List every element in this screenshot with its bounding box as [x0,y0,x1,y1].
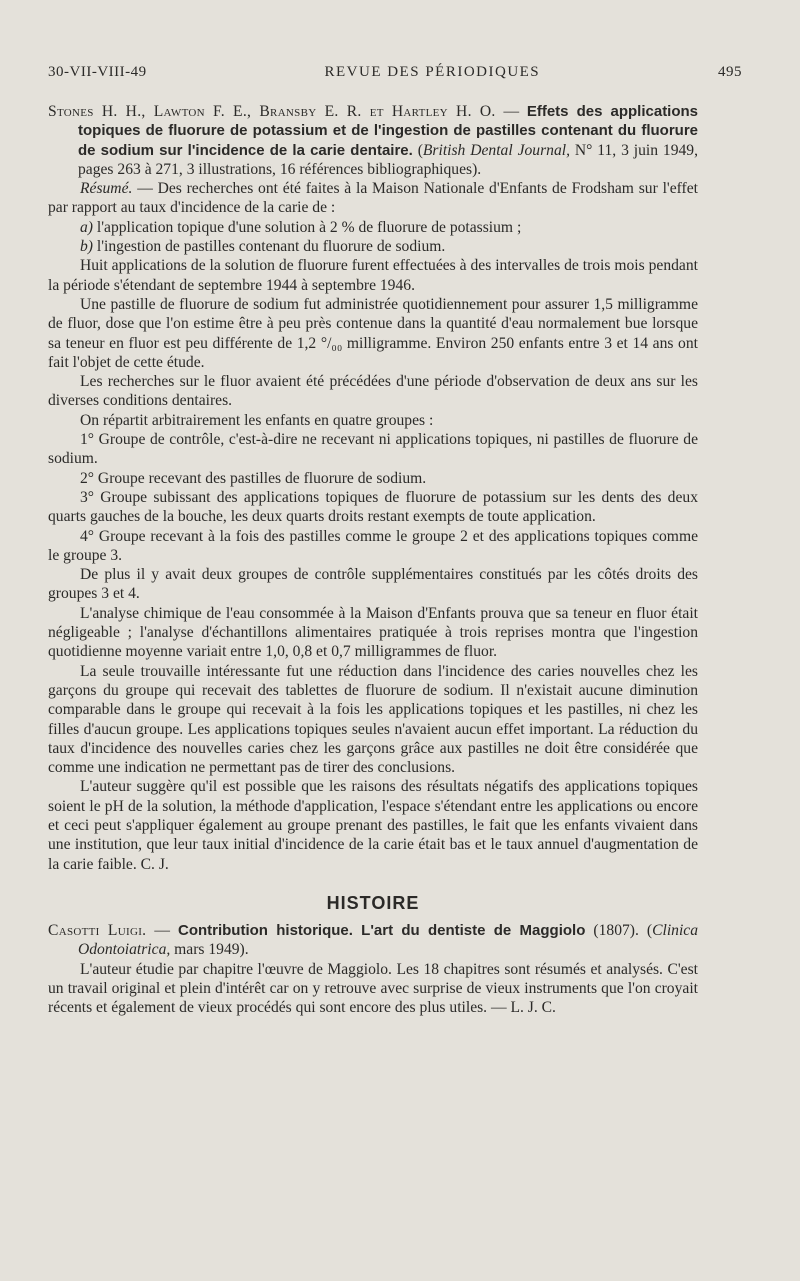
list-label-b: b) [80,238,93,256]
list-label-a: a) [80,218,93,236]
section-title: HISTOIRE [326,892,420,913]
group-item: 4° Groupe recevant à la fois des pastilles comme le groupe 2 et des applications topiques comme le groupe 3. [48,527,698,564]
entry-2-year: (1807). ( [585,922,653,940]
list-text-b: l'ingestion de pastilles contenant du fluorure de sodium. [93,238,446,256]
group-item: 1° Groupe de contrôle, c'est-à-dire ne recevant ni applications topiques, ni pastilles de fluorure de sodium. [48,431,698,468]
entry-2-title: Contribution historique. L'art du dentiste de Maggiolo [177,922,586,940]
body-text [48,102,698,1018]
entry-2-heading [48,921,698,960]
running-header [48,64,742,81]
paragraph: L'auteur étudie par chapitre l'œuvre de Maggiolo. Les 18 chapitres sont résumés et analysés. C'est un travail original et plein d'intérêt car on y retrouve avec surprise de vieux instruments que l'on croyait récents et également de vieux procédés qui sont encore des plus utiles. — L. J. C. [48,960,698,1017]
entry-1-journal: British Dental Journal, [422,141,570,159]
entry-1-authors: Stones H. H., Lawton F. E., Bransby E. R. et Hartley H. O. [48,103,496,120]
dash: — [495,103,527,120]
paragraph: Une pastille de fluorure de sodium fut administrée quotidiennement pour assurer 1,5 milligramme de fluor, dose que l'on estime être à peu près contenue dans la quantité d'eau normalement bue lorsque sa teneur en fluor est peu différente de 1,2 °/₀₀ milligramme. Environ 250 enfants entre 3 et 14 ans ont fait l'objet de cette étude. [48,295,698,371]
ref-open: ( [412,141,423,159]
dash: — [146,922,178,940]
page-number: 495 [718,64,742,80]
entry-1-heading [48,102,698,179]
resume-label: Résumé. [80,180,133,198]
entry-2-author: Casotti Luigi. [48,922,147,940]
group-item: 2° Groupe recevant des pastilles de fluorure de sodium. [80,469,427,487]
paragraph: L'analyse chimique de l'eau consommée à la Maison d'Enfants prouva que sa teneur en fluor était négligeable ; l'analyse d'échantillons alimentaires pratiquée à trois reprises montra que l'ingestion quotidienne moyenne variait entre 1,0, 0,8 et 0,7 milligrammes de fluor. [48,604,698,661]
group-item: 3° Groupe subissant des applications topiques de fluorure de potassium sur les dents des deux quarts gauches de la bouche, les deux quarts droits restant exempts de toute application. [48,488,698,526]
list-item-b [48,237,698,256]
entry-2-reference: mars 1949). [170,941,249,959]
paragraph: Les recherches sur le fluor avaient été précédées d'une période d'observation de deux ans sur les diverses conditions dentaires. [48,373,698,410]
list-item-a [48,218,698,237]
paragraph: La seule trouvaille intéressante fut une réduction dans l'incidence des caries nouvelles chez les garçons du groupe qui recevait des tablettes de fluorure de sodium. Il n'existait aucune diminution comparable dans le groupe qui recevait à la fois les applications topiques et les pastilles, ni chez les filles d'aucun groupe. Les applications topiques seules n'avaient aucun effet important. La réduction du taux d'incidence des nouvelles caries chez les garçons grâce aux pastilles ne doit être considérée que comme une indication ne permettant pas de tirer des conclusions. [48,662,698,777]
entry-2-journal: Clinica Odontoiatrica, [78,922,699,959]
entry-1-title: Effets des applications topiques de fluorure de potassium et de l'ingestion de pastilles contenant du fluorure de sodium sur l'incidence de la carie dentaire. [78,103,699,159]
resume-text: — Des recherches ont été faites à la Maison Nationale d'Enfants de Frodsham sur l'effet par rapport au taux d'incidence de la carie de : [48,180,698,217]
paragraph: L'auteur suggère qu'il est possible que les raisons des résultats négatifs des applications topiques soient le pH de la solution, la méthode d'application, l'espace s'étendant entre les applications ou encore et ceci peut s'appliquer également au groupe prenant des pastilles, le fait que les enfants vivaient dans une institution, que leur taux initial d'incidence de la carie était bas et le taux annuel d'augmentation de la carie faible. C. J. [48,778,698,873]
header-date: 30-VII-VIII-49 [48,64,147,80]
list-text-a: l'application topique d'une solution à 2 % de fluorure de potassium ; [93,218,522,236]
paragraph: On répartit arbitrairement les enfants en quatre groupes : [80,411,434,429]
entry-1-reference: N° 11, 3 juin 1949, pages 263 à 271, 3 illustrations, 16 références bibliographiques). [78,141,698,178]
header-journal-title: REVUE DES PÉRIODIQUES [324,64,541,80]
resume-paragraph [48,179,698,218]
paragraph: Huit applications de la solution de fluorure furent effectuées à des intervalles de trois mois pendant la période s'étendant de septembre 1944 à septembre 1946. [48,257,698,294]
paragraph: De plus il y avait deux groupes de contrôle supplémentaires constitués par les côtés droits des groupes 3 et 4. [48,566,698,603]
